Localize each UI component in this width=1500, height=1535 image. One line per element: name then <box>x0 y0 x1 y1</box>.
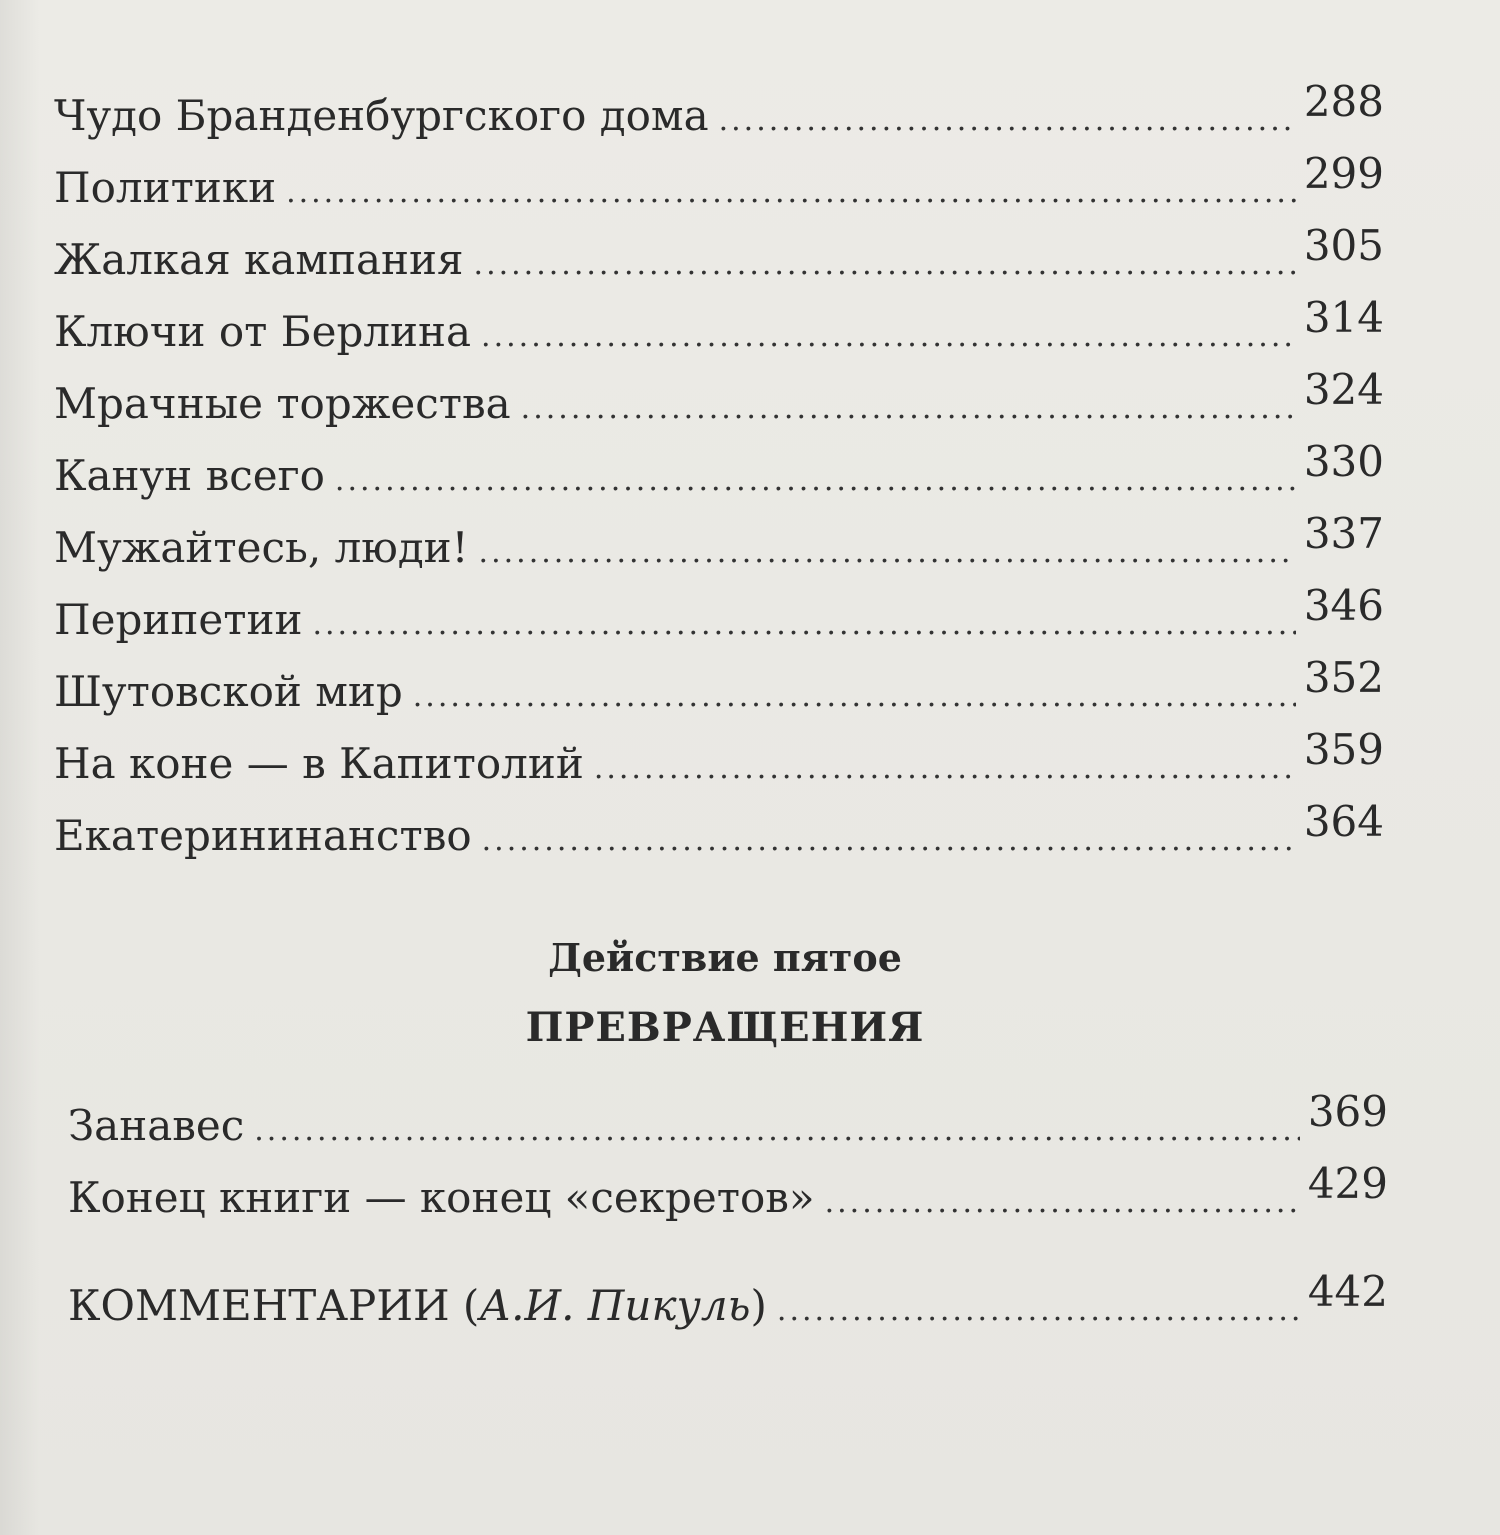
toc-entry-page: 314 <box>1303 293 1384 342</box>
toc-entry-title <box>68 1270 777 1342</box>
toc-leader-dots <box>825 1167 1300 1239</box>
toc-entry-page: 442 <box>1307 1267 1388 1316</box>
toc-entry-title: Конец книги — конец «секретов» <box>68 1173 815 1222</box>
toc-leader-dots <box>474 229 1296 301</box>
toc-leader-dots <box>777 1275 1300 1347</box>
toc-entry-page: 364 <box>1303 797 1384 846</box>
toc-entry <box>54 293 1384 368</box>
toc-entry-title: Занавес <box>68 1101 245 1150</box>
toc-entry-page: 359 <box>1303 725 1384 774</box>
toc-entry <box>54 653 1384 728</box>
comments-title: КОММЕНТАРИИ ( <box>68 1281 480 1330</box>
toc-entry <box>54 725 1384 800</box>
toc-entry-title: Политики <box>54 163 277 212</box>
toc-entry-page: 299 <box>1303 149 1384 198</box>
toc-entry-page: 369 <box>1307 1087 1388 1136</box>
toc-list-part2 <box>68 1087 1388 1234</box>
toc-comments <box>68 1267 1388 1342</box>
comments-author: А.И. Пикуль <box>479 1281 751 1330</box>
toc-entry <box>54 221 1384 296</box>
toc-entry <box>54 365 1384 440</box>
toc-entry-page: 337 <box>1303 509 1384 558</box>
toc-leader-dots <box>286 157 1296 229</box>
toc-entry-page: 305 <box>1303 221 1384 270</box>
toc-entry <box>54 797 1384 872</box>
toc-leader-dots <box>254 1095 1300 1167</box>
toc-list <box>54 77 1384 872</box>
toc-entry-title: Шутовской мир <box>54 667 403 716</box>
toc-entry <box>54 509 1384 584</box>
toc-entry-page: 352 <box>1303 653 1384 702</box>
toc-entry-title: Жалкая кампания <box>54 235 464 284</box>
toc-entry-title: Мужайтесь, люди! <box>54 523 469 572</box>
toc-entry-title: Перипетии <box>54 595 303 644</box>
toc-entry <box>54 581 1384 656</box>
toc-entry-title: Мрачные торжества <box>54 379 511 428</box>
toc-entry <box>54 437 1384 512</box>
toc-entry <box>68 1087 1388 1162</box>
toc-entry-page: 346 <box>1303 581 1384 630</box>
toc-entry-title: На коне — в Капитолий <box>54 739 584 788</box>
toc-entry <box>54 149 1384 224</box>
toc-entry-title: Ключи от Берлина <box>54 307 472 356</box>
toc-leader-dots <box>335 445 1296 517</box>
toc-leader-dots <box>481 301 1296 373</box>
toc-leader-dots <box>521 373 1296 445</box>
comments-close-paren: ) <box>750 1281 767 1330</box>
toc-entry-title: Чудо Бранденбургского дома <box>54 91 709 140</box>
toc-leader-dots <box>719 85 1296 157</box>
section-act-heading: Действие пятое <box>548 935 902 980</box>
toc-leader-dots <box>482 805 1296 877</box>
toc-entry-page: 330 <box>1303 437 1384 486</box>
toc-leader-dots <box>312 589 1295 661</box>
section-title: ПРЕВРАЩЕНИЯ <box>525 1004 925 1051</box>
toc-leader-dots <box>479 517 1296 589</box>
toc-entry-title: Екатерининанство <box>54 811 472 860</box>
toc-leader-dots <box>594 733 1296 805</box>
toc-entry-page: 288 <box>1303 77 1384 126</box>
toc-entry <box>68 1159 1388 1234</box>
toc-leader-dots <box>413 661 1296 733</box>
toc-entry-page: 324 <box>1303 365 1384 414</box>
toc-entry-title: Канун всего <box>54 451 325 500</box>
toc-entry-comments <box>68 1267 1388 1342</box>
toc-entry <box>54 77 1384 152</box>
toc-entry-page: 429 <box>1307 1159 1388 1208</box>
